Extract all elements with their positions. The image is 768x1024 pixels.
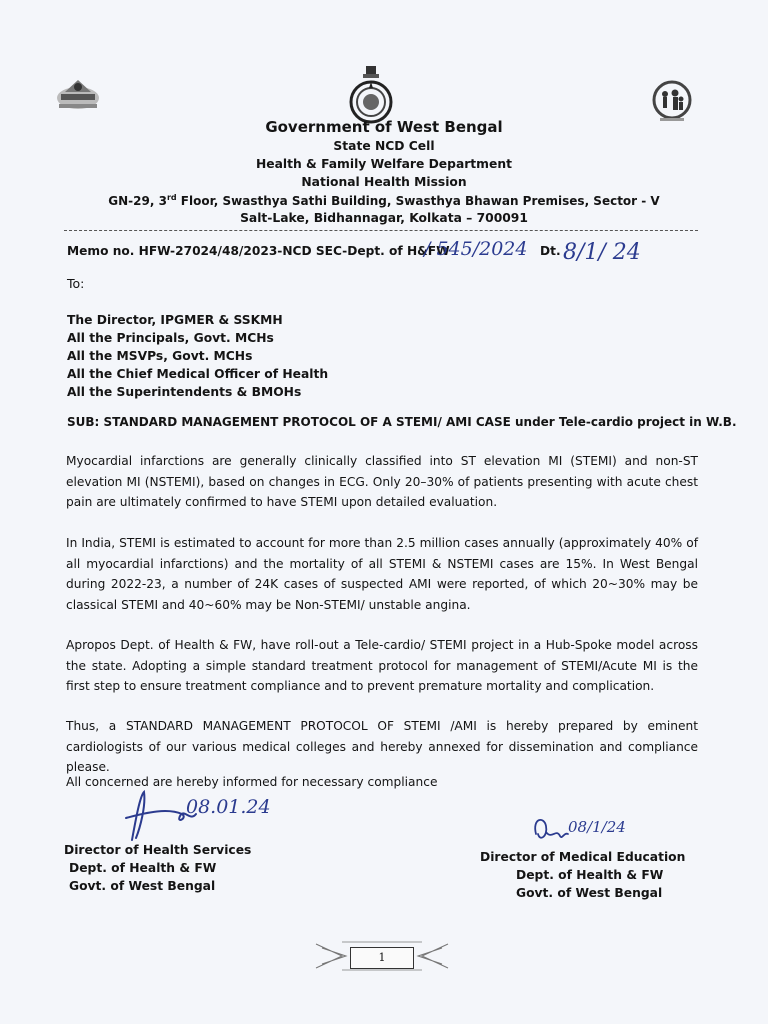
- department-name: Health & Family Welfare Department: [256, 157, 512, 171]
- recipient-list: [67, 311, 328, 401]
- recipient-item: All the Chief Medical Officer of Health: [67, 367, 329, 381]
- memo-handwritten-number: / 545/2024: [424, 238, 528, 260]
- recipient-item: All the Superintendents & BMOHs: [67, 385, 302, 399]
- government-title: Government of West Bengal: [265, 118, 503, 136]
- body-paragraph: Apropos Dept. of Health & FW, have roll-out a Tele-cardio/ STEMI project in a Hub-Spoke model across the state. Adopting a simple standard treatment protocol for management of STEMI/Acute MI is the first step to ensure treatment compliance and to prevent premature mortality and complication.: [66, 638, 698, 693]
- recipient-item: All the MSVPs, Govt. MCHs: [67, 349, 253, 363]
- body-paragraph: All concerned are hereby informed for necessary compliance: [66, 775, 438, 789]
- recipient-item: The Director, IPGMER & SSKMH: [67, 313, 283, 327]
- signatory-right-dept: Dept. of Health & FW: [516, 868, 664, 882]
- subject-line: SUB: STANDARD MANAGEMENT PROTOCOL OF A STEMI/ AMI CASE under Tele-cardio project in W.B.: [67, 415, 737, 429]
- memo-handwritten-date: 8/1/ 24: [563, 240, 641, 265]
- signatory-right-block: [480, 848, 685, 902]
- body-paragraph: Myocardial infarctions are generally clinically classified into ST elevation MI (STEMI) and non-ST elevation MI (NSTEMI), based on changes in ECG. Only 20–30% of patients presenting with acute chest pain are ultimately confirmed to have STEMI upon detailed evaluation.: [66, 454, 698, 509]
- mission-name: National Health Mission: [301, 175, 467, 189]
- office-city: Salt-Lake, Bidhannagar, Kolkata – 700091: [240, 211, 528, 225]
- page-number: 1: [350, 947, 414, 969]
- signatory-left-dept: Dept. of Health & FW: [69, 861, 217, 875]
- signatory-right-title: Director of Medical Education: [480, 850, 686, 864]
- signature-left-date: 08.01.24: [186, 796, 271, 818]
- page-number-ornament: [312, 936, 452, 976]
- recipient-item: All the Principals, Govt. MCHs: [67, 331, 274, 345]
- body-paragraph: Thus, a STANDARD MANAGEMENT PROTOCOL OF STEMI /AMI is hereby prepared by eminent cardiologists of our various medical colleges and hereby annexed for dissemination and compliance please.: [66, 719, 698, 774]
- to-label: To:: [67, 276, 85, 291]
- cell-name: State NCD Cell: [333, 139, 435, 153]
- signatory-right-govt: Govt. of West Bengal: [516, 886, 663, 900]
- signature-right-date: 08/1/24: [568, 818, 626, 836]
- signatory-left-govt: Govt. of West Bengal: [69, 879, 216, 893]
- signatory-left-title: Director of Health Services: [64, 843, 252, 857]
- signatory-left-block: [64, 841, 251, 895]
- ncd-cell-emblem-icon: [55, 74, 101, 114]
- memo-date-label: Dt.: [540, 244, 561, 258]
- office-address: GN-29, 3rd Floor, Swasthya Sathi Building, Swasthya Bhawan Premises, Sector - V: [108, 193, 660, 208]
- header-divider: [64, 230, 698, 231]
- body-paragraph: In India, STEMI is estimated to account for more than 2.5 million cases annually (approximately 40% of all myocardial infarctions) and the mortality of all STEMI & NSTEMI cases are 15%. In West Bengal during 2022-23, a number of 24K cases of suspected AMI were reported, of which 20~30% may be classical STEMI and 40~60% may be Non-STEMI/ unstable angina.: [66, 536, 698, 612]
- memo-number: Memo no. HFW-27024/48/2023-NCD SEC-Dept. of H&FW: [67, 244, 450, 258]
- west-bengal-emblem-icon: [346, 64, 396, 124]
